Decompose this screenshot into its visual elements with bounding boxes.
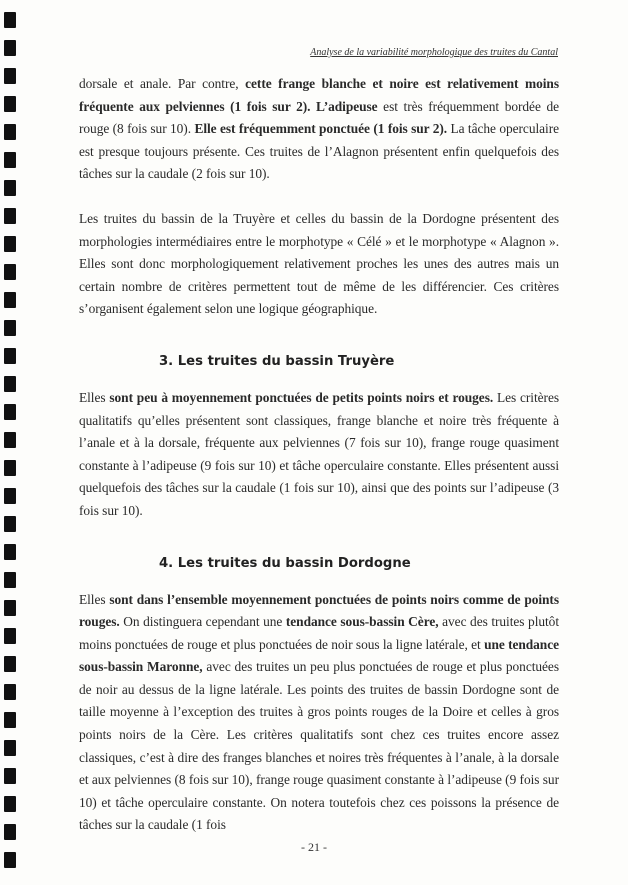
text-span: avec des truites un peu plus ponctuées de rouge et plus ponctuées de noir au dessus de la ligne latérale. Les points des truites de bassin Dordogne sont de taille moyenne à l’exception des truites à gros points rouges de la Doire et celles à gros points noirs de la Cère. Les critères qualitatifs sont chez ces truites encore assez classiques, c’est à dire des franges blanches et noires très fréquentes à l’anale, à la dorsale et aux pelviennes (8 fois sur 10), frange rouge quasiment constante à l’adipeuse (9 fois sur 10) et tâche operculaire constante. On notera toutefois chez ces poissons la présence de tâches sur la caudale (1 fois bbox=[79, 659, 559, 833]
bold-span: sont dans l’ensemble moyennement ponctuées de points noirs comme de points rouges. bbox=[79, 591, 559, 630]
running-header: Analyse de la variabilité morphologique des truites du Cantal bbox=[310, 47, 558, 58]
binding-hole bbox=[4, 264, 16, 280]
binding-hole bbox=[4, 768, 16, 784]
binding-hole bbox=[4, 628, 16, 644]
binding-hole bbox=[4, 516, 16, 532]
paragraph-truyere bbox=[79, 387, 559, 523]
binding-hole bbox=[4, 292, 16, 308]
binding-hole bbox=[4, 404, 16, 420]
text-span: avec des truites plutôt moins ponctuées de rouge et plus ponctuées de noir sous la ligne latérale, et bbox=[79, 614, 559, 652]
binding-hole bbox=[4, 824, 16, 840]
binding-hole bbox=[4, 152, 16, 168]
binding-hole bbox=[4, 40, 16, 56]
text-span: La tâche operculaire est presque toujours présente. Ces truites de l’Alagnon présentent enfin quelquefois des tâches sur la caudale (2 fois sur 10). bbox=[79, 121, 559, 182]
bold-span: tendance sous-bassin Cère, bbox=[285, 614, 439, 630]
bold-span: cette frange blanche et noire est relativement moins fréquente aux pelviennes (1 fois sur 2). L’adipeuse bbox=[79, 76, 559, 114]
text-span: On distinguera cependant une bbox=[119, 614, 286, 630]
binding-hole bbox=[4, 348, 16, 364]
binding-hole bbox=[4, 488, 16, 504]
bold-span: sont peu à moyennement ponctuées de petits points noirs et rouges. bbox=[109, 389, 494, 405]
section-heading-dordogne: 4. Les truites du bassin Dordogne bbox=[159, 555, 411, 571]
binding-hole bbox=[4, 712, 16, 728]
binding-hole bbox=[4, 544, 16, 560]
spiral-binding bbox=[0, 0, 22, 885]
text-span: est très fréquemment bordée de rouge (8 fois sur 10). bbox=[79, 98, 559, 137]
bold-span: une tendance sous-bassin Maronne, bbox=[79, 636, 559, 675]
binding-hole bbox=[4, 600, 16, 616]
binding-hole bbox=[4, 96, 16, 112]
binding-hole bbox=[4, 656, 16, 672]
binding-hole bbox=[4, 180, 16, 196]
paragraph-dordogne bbox=[79, 589, 559, 838]
binding-hole bbox=[4, 684, 16, 700]
binding-hole bbox=[4, 124, 16, 140]
binding-hole bbox=[4, 796, 16, 812]
text-span: dorsale et anale. Par contre, bbox=[79, 76, 246, 91]
binding-hole bbox=[4, 12, 16, 28]
text-span: Elles bbox=[79, 591, 110, 607]
binding-hole bbox=[4, 572, 16, 588]
page-content bbox=[79, 73, 559, 837]
page-number: - 21 - bbox=[301, 840, 327, 854]
text-span: Elles bbox=[79, 389, 110, 405]
binding-hole bbox=[4, 460, 16, 476]
section-heading-truyere: 3. Les truites du bassin Truyère bbox=[159, 353, 395, 369]
paragraph-alagnon-end bbox=[79, 73, 559, 186]
binding-hole bbox=[4, 320, 16, 336]
text-span: Les critères qualitatifs qu’elles présentent sont classiques, frange blanche et noire très fréquente à l’anale et à la dorsale, fréquente aux pelviennes (7 fois sur 10), frange rouge quasiment constante à l’adipeuse (9 fois sur 10) et tâche operculaire constante. Elles présentent aussi quelquefois des tâches sur la caudale (1 fois sur 10), ainsi que des points sur l’adipeuse (3 fois sur 10). bbox=[79, 389, 560, 518]
binding-hole bbox=[4, 740, 16, 756]
paragraph-intermediate-morphologies: Les truites du bassin de la Truyère et celles du bassin de la Dordogne présentent des morphologies intermédiaires entre le morphotype « Célé » et le morphotype « Alagnon ». Elles sont donc morphologiquement relativement proches les unes des autres mais un certain nombre de critères permettent tout de même de les différencier. Ces critères s’organisent également selon une logique géographique. bbox=[79, 210, 559, 317]
binding-hole bbox=[4, 376, 16, 392]
binding-hole bbox=[4, 432, 16, 448]
binding-hole bbox=[4, 236, 16, 252]
bold-span: Elle est fréquemment ponctuée (1 fois sur 2). bbox=[194, 121, 448, 137]
binding-hole bbox=[4, 208, 16, 224]
binding-hole bbox=[4, 68, 16, 84]
